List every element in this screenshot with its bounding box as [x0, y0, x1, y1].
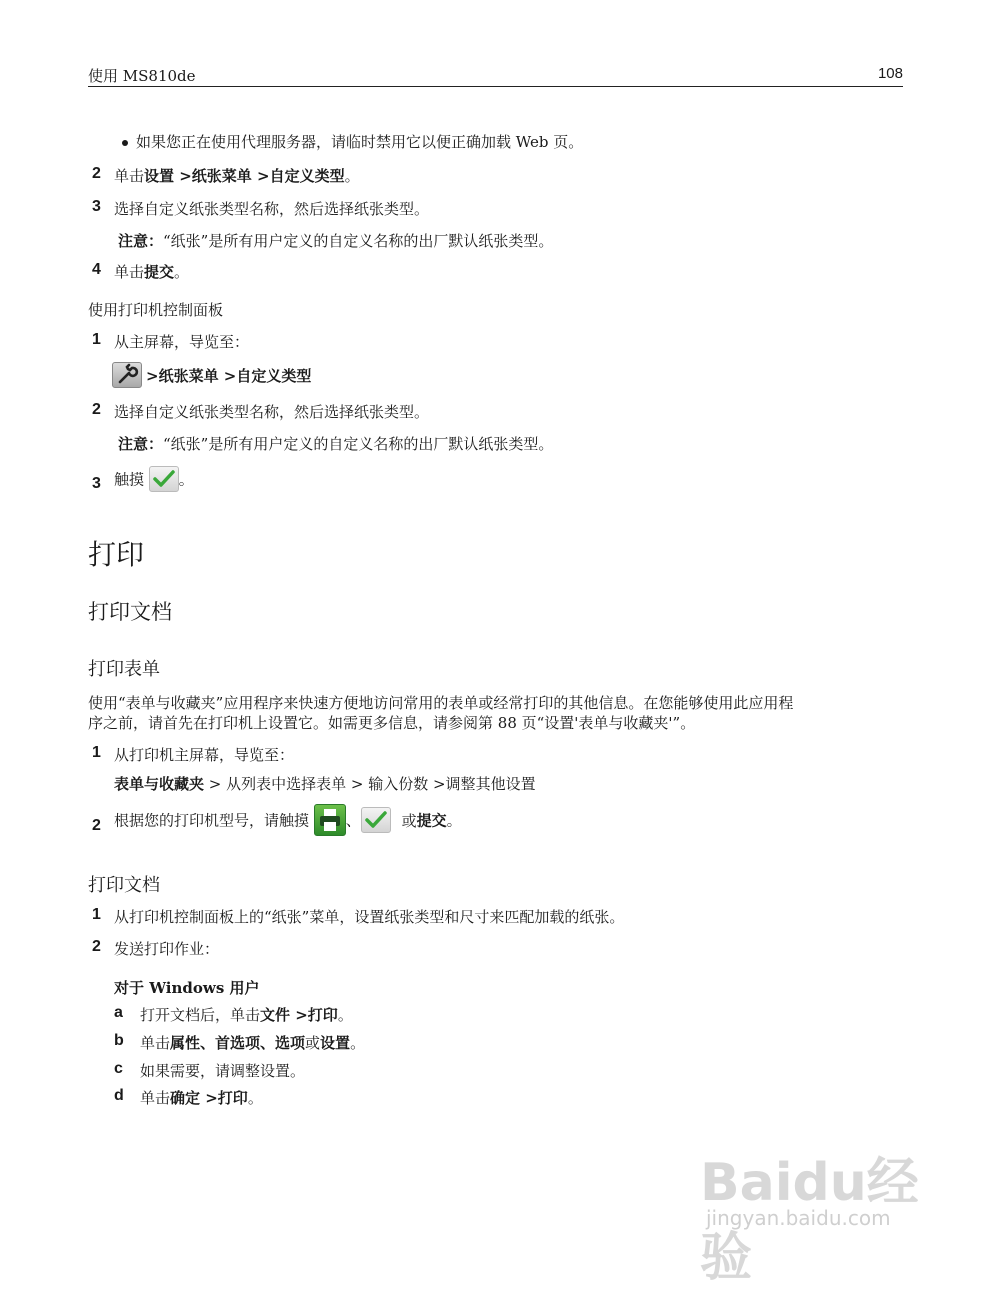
checkmark-icon	[361, 807, 391, 833]
step-3	[114, 466, 194, 492]
step-number: 4	[92, 261, 101, 278]
step-suffix: 。	[178, 470, 194, 489]
forms-path	[114, 773, 536, 794]
step-text: 单击	[114, 167, 145, 185]
heading-3: 打印文档	[88, 875, 160, 896]
intro-line: 序之前，请首先在打印机上设置它。如需更多信息，请参阅第 88 页“设置'表单与收藏夹'”。	[88, 714, 696, 732]
intro-line: 使用“表单与收藏夹”应用程序来快速方便地访问常用的表单或经常打印的其他信息。在您能够使用此应用程	[88, 694, 794, 712]
nav-path	[112, 362, 311, 388]
bullet-dot	[122, 140, 128, 146]
step-2: 选择自定义纸张类型名称，然后选择纸张类型。	[114, 403, 430, 421]
or-text: 或	[401, 811, 417, 830]
step-1: 从打印机控制面板上的“纸张”菜单，设置纸张类型和尺寸来匹配加载的纸张。	[114, 908, 625, 926]
printer-icon	[314, 804, 346, 836]
step-text: 单击	[140, 1034, 171, 1052]
bullet-text: 如果您正在使用代理服务器，请临时禁用它以便正确加载 Web 页。	[136, 133, 584, 151]
sub-letter: d	[114, 1087, 124, 1104]
checkmark-icon	[149, 466, 179, 492]
watermark-url: jingyan.baidu.com	[706, 1206, 891, 1230]
step-number: 3	[92, 475, 101, 492]
wrench-icon	[112, 362, 142, 388]
page-header	[88, 62, 903, 87]
bullet-item	[122, 131, 583, 152]
section-heading: 使用打印机控制面板	[88, 301, 224, 319]
step-suffix: 。	[344, 167, 360, 185]
sub-letter: a	[114, 1004, 123, 1021]
heading-2: 打印文档	[88, 600, 172, 624]
sub-letter: c	[114, 1060, 123, 1077]
step-4	[114, 261, 189, 282]
step-number: 2	[92, 401, 101, 418]
step-text: 触摸	[114, 470, 145, 489]
menu-path: 设置 >纸张菜单 >自定义类型	[144, 167, 345, 185]
submit-label: 提交	[416, 811, 447, 830]
step-suffix: 。	[174, 263, 190, 281]
forms-intro	[88, 693, 903, 733]
note	[118, 230, 553, 251]
header-title: 使用 MS810de	[88, 67, 196, 85]
separator: 、	[345, 811, 361, 830]
baidu-watermark	[700, 1130, 940, 1288]
step-text: 单击	[114, 263, 145, 281]
step-number: 1	[92, 906, 101, 923]
app-name: 表单与收藏夹	[114, 775, 205, 793]
note-text: “纸张”是所有用户定义的自定义名称的出厂默认纸张类型。	[163, 435, 554, 453]
step-number: 3	[92, 198, 101, 215]
step-suffix: 。	[337, 1006, 353, 1024]
step-1: 从打印机主屏幕，导览至：	[114, 746, 295, 764]
nav-path-text: >纸张菜单 >自定义类型	[146, 366, 312, 385]
heading-1: 打印	[88, 538, 145, 571]
or-text: 或	[305, 1034, 321, 1052]
sub-step-a	[140, 1004, 353, 1025]
windows-heading: 对于 Windows 用户	[114, 979, 260, 997]
sub-step-c: 如果需要，请调整设置。	[140, 1062, 306, 1080]
step-number: 2	[92, 165, 101, 182]
note-text: “纸张”是所有用户定义的自定义名称的出厂默认纸张类型。	[163, 232, 554, 250]
step-suffix: 。	[446, 811, 462, 830]
step-suffix: 。	[247, 1089, 263, 1107]
step-suffix: 。	[350, 1034, 366, 1052]
sub-step-d	[140, 1087, 263, 1108]
path-rest: > 从列表中选择表单 > 输入份数 >调整其他设置	[204, 775, 536, 793]
step-2	[114, 804, 462, 836]
watermark-brand: Baidu经验	[700, 1153, 919, 1288]
step-1: 从主屏幕，导览至：	[114, 333, 250, 351]
note	[118, 433, 553, 454]
option-names: 属性、首选项、选项	[170, 1034, 306, 1052]
settings-label: 设置	[320, 1034, 351, 1052]
step-number: 1	[92, 744, 101, 761]
step-number: 2	[92, 938, 101, 955]
step-text: 单击	[140, 1089, 171, 1107]
step-number: 2	[92, 817, 101, 834]
step-text: 根据您的打印机型号，请触摸	[114, 811, 310, 830]
step-2: 发送打印作业：	[114, 940, 220, 958]
heading-3: 打印表单	[88, 659, 160, 680]
submit-label: 提交	[144, 263, 175, 281]
step-text: 打开文档后，单击	[140, 1006, 261, 1024]
sub-step-b	[140, 1032, 365, 1053]
menu-path: 文件 >打印	[260, 1006, 338, 1024]
note-label: 注意：	[118, 435, 164, 453]
page-number: 108	[877, 65, 903, 82]
note-label: 注意：	[118, 232, 164, 250]
step-3: 选择自定义纸张类型名称，然后选择纸张类型。	[114, 200, 430, 218]
step-2	[114, 165, 360, 186]
menu-path: 确定 >打印	[170, 1089, 248, 1107]
step-number: 1	[92, 331, 101, 348]
sub-letter: b	[114, 1032, 124, 1049]
